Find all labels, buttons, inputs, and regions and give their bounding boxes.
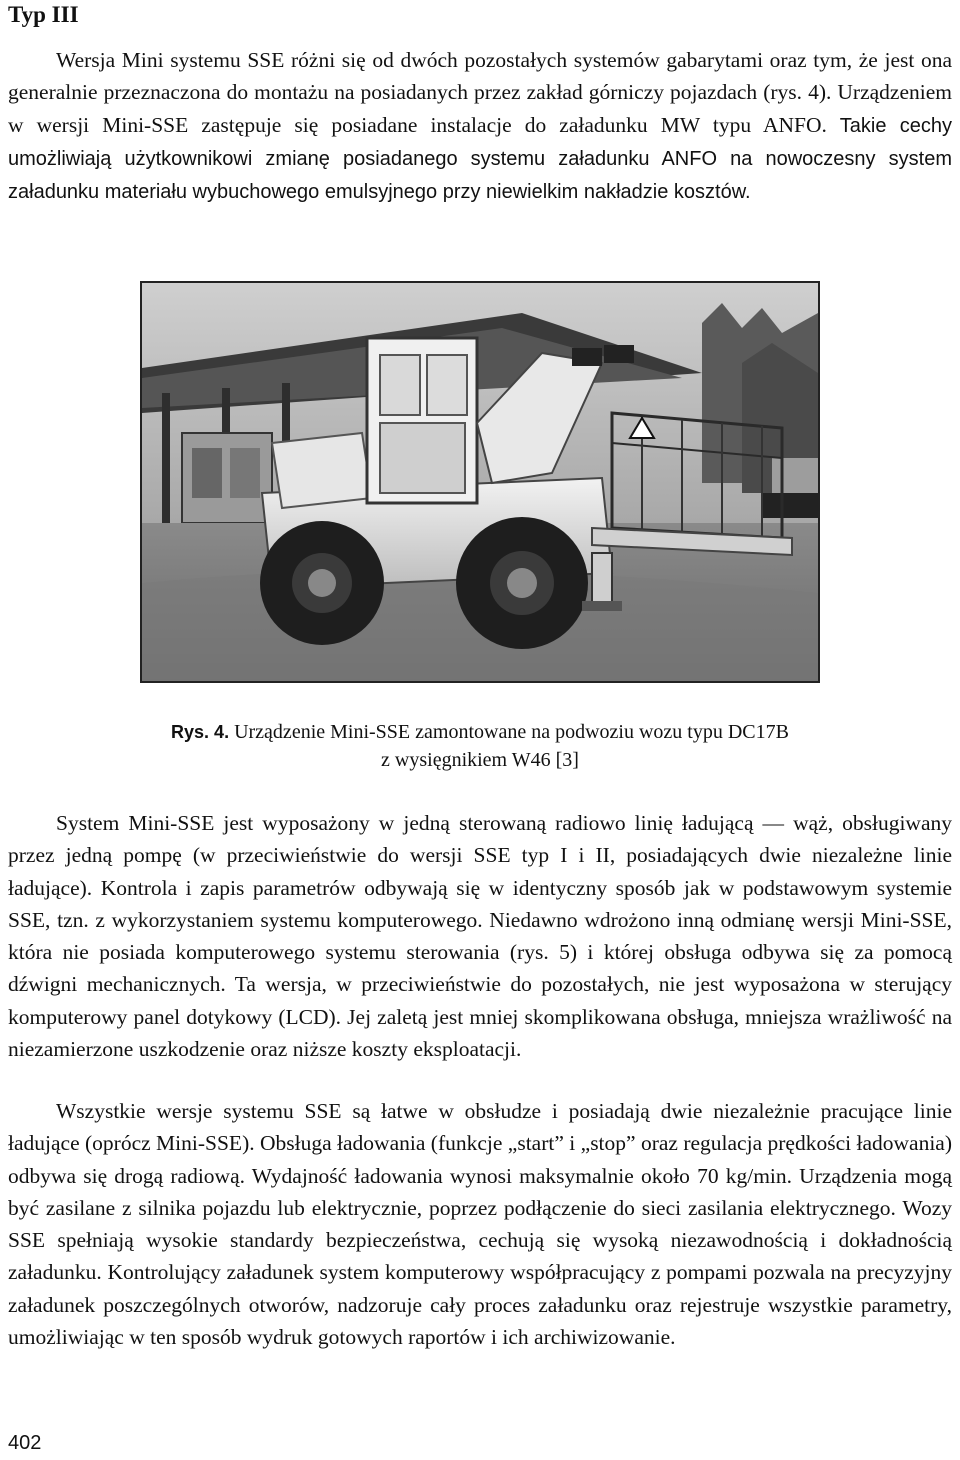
section-heading: Typ III: [8, 2, 79, 27]
caption-label: Rys. 4.: [171, 722, 230, 742]
paragraph-all-versions: [8, 1095, 952, 1353]
caption-line-1: [8, 718, 952, 746]
paragraph-mini-sse-text: System Mini-SSE jest wyposażony w jedną sterowaną radiowo linię ładującą — wąż, obsługiwany przez jedną pompę (w przeciwieństwie do wersji SSE typ I i II, posiadających dwie niezależne linie ładujące). Kontrola i zapis parametrów odbywają się w identyczny sposób jak w podstawowym systemie SSE, tzn. z wykorzystaniem systemu komputerowego. Niedawno wdrożono inną odmianę wersji Mini-SSE, która nie posiada komputerowego systemu sterowania (rys. 5) i której obsługa odbywa się za pomocą dźwigni mechanicznych. Ta wersja, w przeciwieństwie do pozostałych, nie jest wyposażona w sterujący komputerowy panel dotykowy (LCD). Jej zaletą jest mniej skomplikowana obsługa, mniejsza wrażliwość na niezamierzone uszkodzenie oraz niższe koszty eksploatacji.: [8, 811, 952, 1062]
figure-caption: [8, 718, 952, 774]
paragraph-intro-serif: Wersja Mini systemu SSE różni się od dwóch pozostałych systemów gabarytami oraz tym, że jest ona generalnie przeznaczona do montażu na posiadanych przez zakład górniczy pojazdach (rys. 4). Urządzeniem w wersji Mini-SSE zastępuje się posiadane instalacje do załadunku MW typu ANFO.: [8, 48, 952, 137]
caption-text-1: Urządzenie Mini-SSE zamontowane na podwoziu wozu typu DC17B: [229, 721, 789, 743]
figure-photo: [140, 281, 820, 683]
page-number: 402: [8, 1432, 42, 1454]
paragraph-all-versions-text: Wszystkie wersje systemu SSE są łatwe w obsłudze i posiadają dwie niezależnie pracujące linie ładujące (oprócz Mini-SSE). Obsługa ładowania (funkcje „start” i „stop” oraz regulacja prędkości ładowania) odbywa się drogą radiową. Wydajność ładowania wynosi maksymalnie około 70 kg/min. Urządzenia mogą być zasilane z silnika pojazdu lub elektrycznie, poprzez podłączenie do sieci zasilania elektrycznego. Wozy SSE spełniają wysokie standardy bezpieczeństwa, cechują się wysoką niezawodnością i dokładnością załadunku. Kontrolujący załadunek system komputerowy współpracujący z pompami pozwala na precyzyjny załadunek poszczególnych otworów, nadzoruje cały proces załadunku oraz rejestruje wszystkie parametry, umożliwiając w ten sposób wydruk gotowych raportów i ich archiwizowanie.: [8, 1099, 952, 1350]
paragraph-mini-sse: [8, 807, 952, 1065]
vehicle-photo-illustration: [142, 283, 818, 681]
caption-text-2: z wysięgnikiem W46 [3]: [381, 749, 579, 771]
paragraph-intro-sans: Takie cechy umożliwiają użytkownikowi zmianę posiadanego systemu załadunku ANFO na nowoczesny system załadunku materiału wybuchowego emulsyjnego przy niewielkim nakładzie kosztów.: [8, 114, 953, 204]
paragraph-intro: [8, 44, 952, 208]
